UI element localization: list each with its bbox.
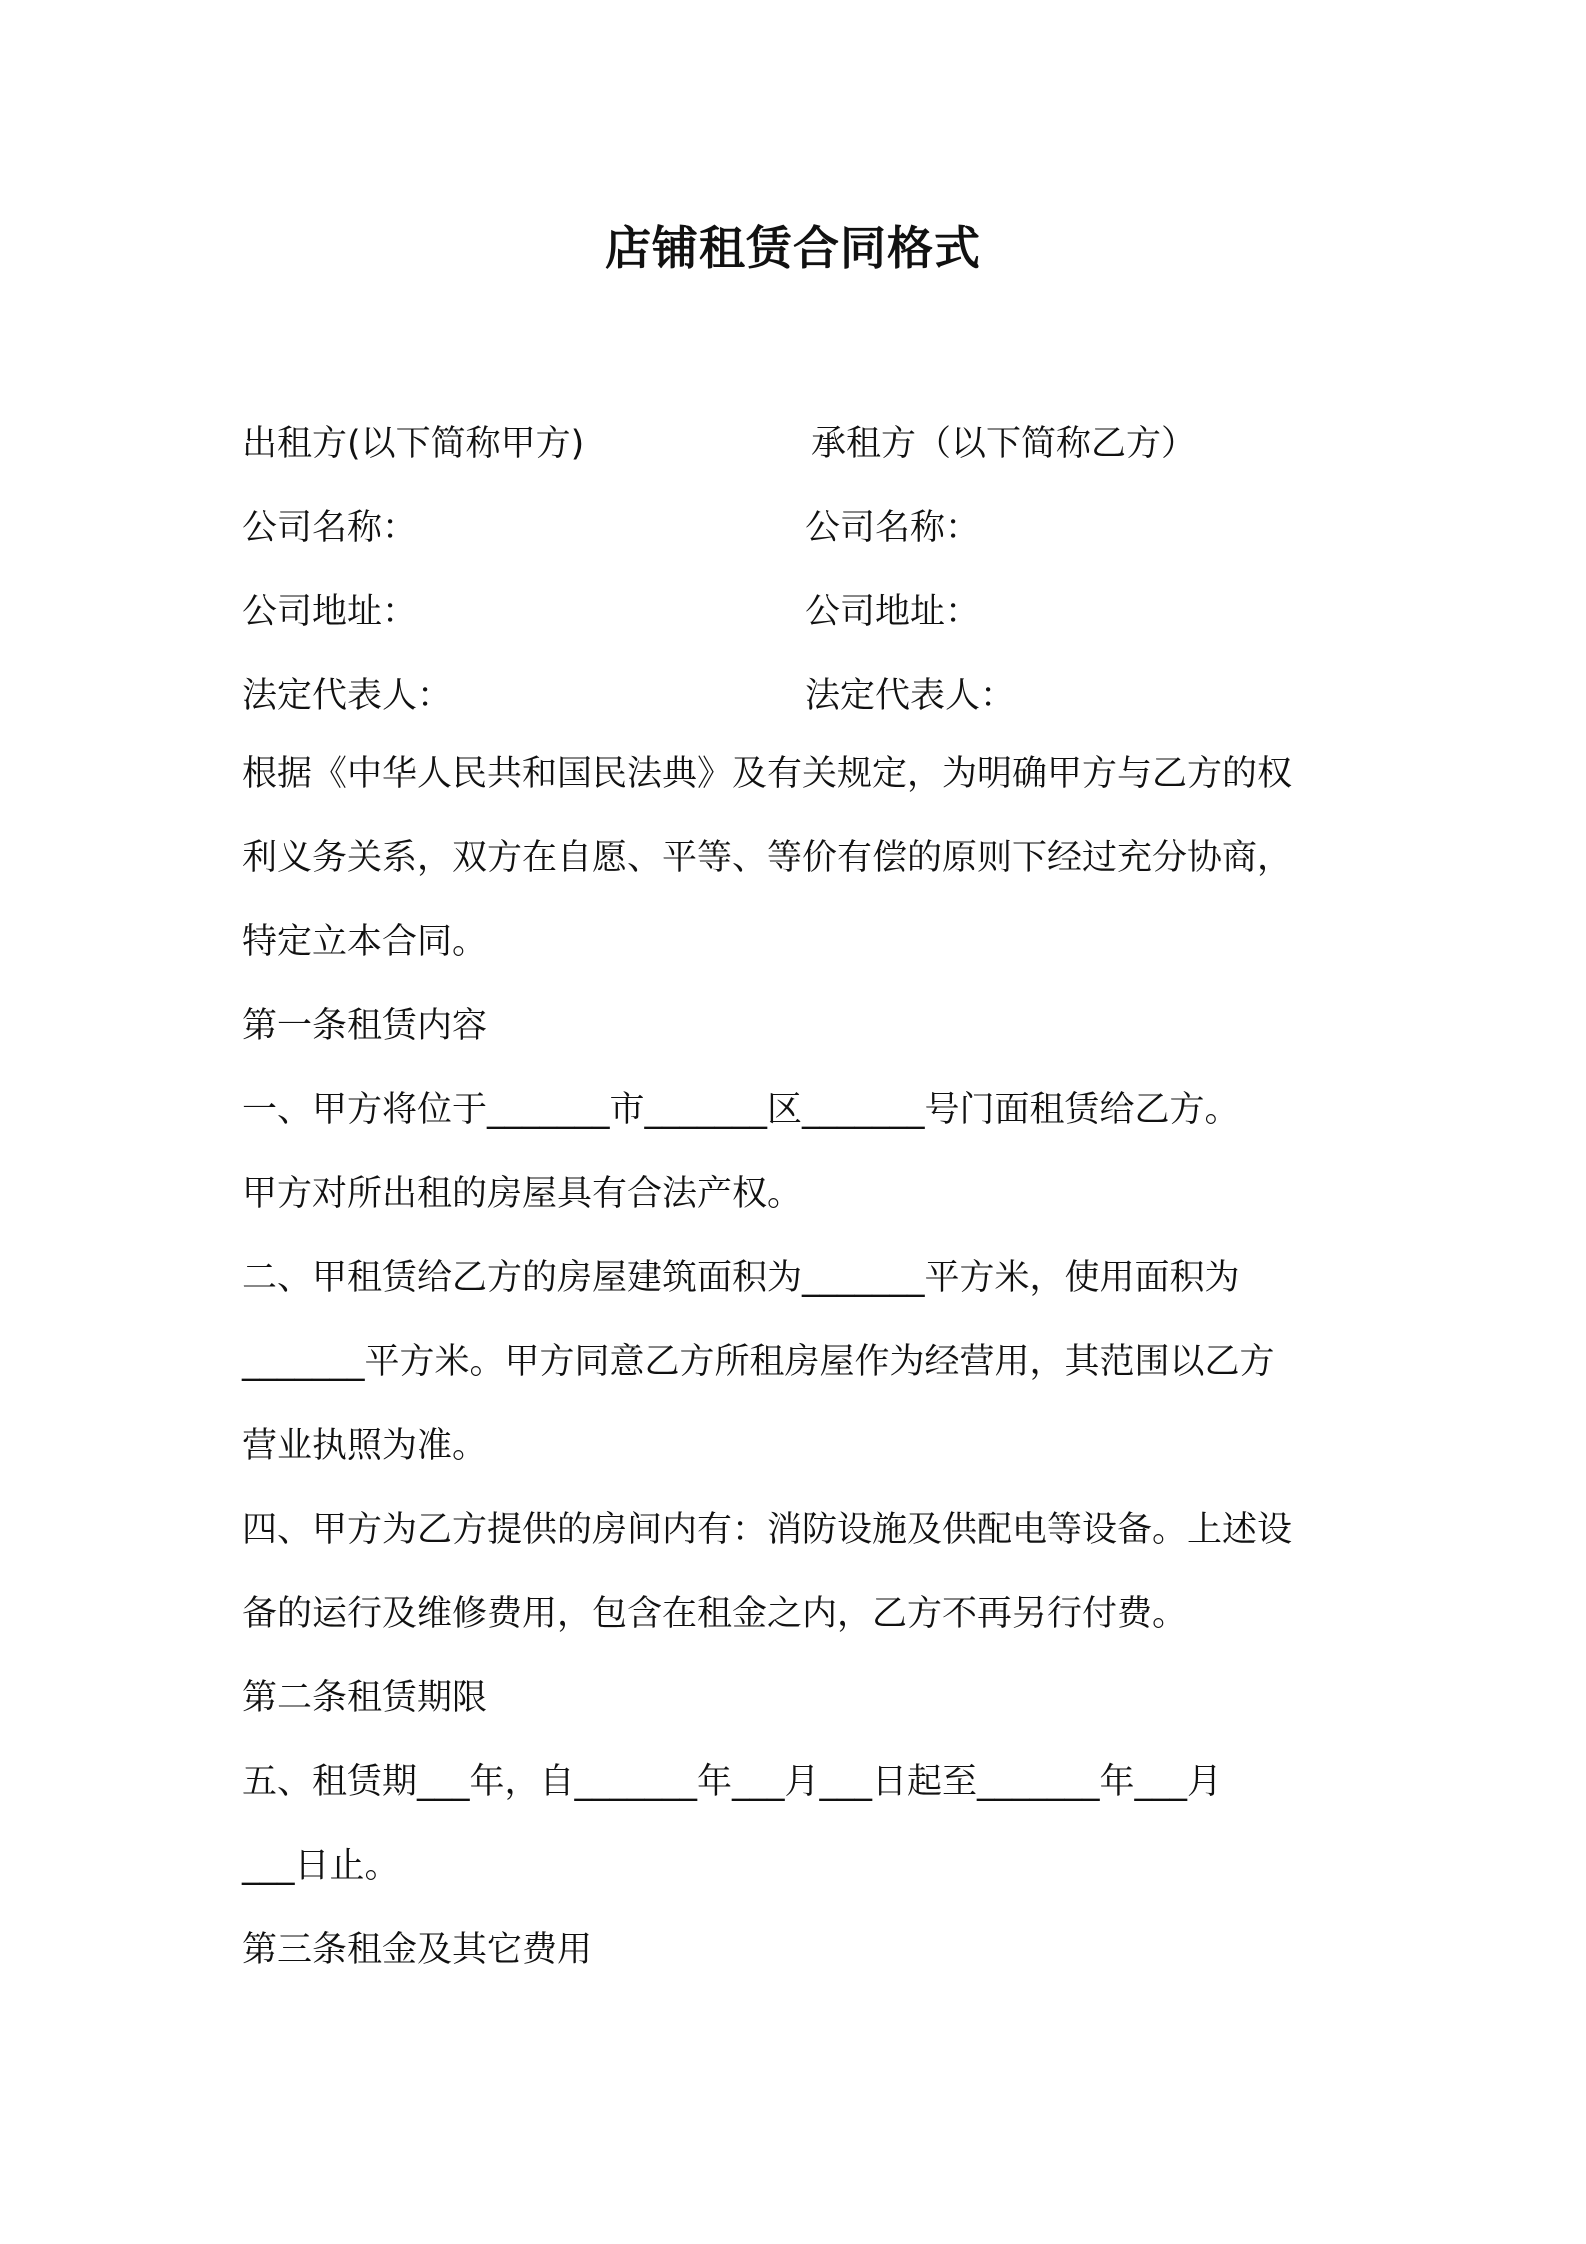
text-line: 甲方对所出租的房屋具有合法产权。 [242, 1174, 803, 1214]
section-heading: 第一条租赁内容 [242, 1006, 488, 1046]
party-info-table [242, 402, 1362, 738]
text-line: 营业执照为准。 [242, 1426, 488, 1466]
lessee-company-name-label: 公司名称： [805, 508, 981, 548]
lessor-header: 出租方(以下简称甲方) [242, 424, 585, 464]
text-line: 根据《中华人民共和国民法典》及有关规定，为明确甲方与乙方的权 [242, 754, 1293, 794]
contract-body [242, 732, 1362, 1992]
party-header-row [242, 402, 1362, 486]
legal-representative-row [242, 654, 1362, 738]
text-line: _______平方米。甲方同意乙方所租房屋作为经营用，其范围以乙方 [242, 1342, 1275, 1382]
text-line: 特定立本合同。 [242, 922, 488, 962]
company-name-row [242, 486, 1362, 570]
text-line: ___日止。 [242, 1846, 400, 1886]
text-line: 利义务关系，双方在自愿、平等、等价有偿的原则下经过充分协商， [242, 838, 1293, 878]
text-line: 备的运行及维修费用，包含在租金之内，乙方不再另行付费。 [242, 1594, 1188, 1634]
lessee-legal-representative-label: 法定代表人： [805, 676, 1016, 716]
section-heading: 第三条租金及其它费用 [242, 1930, 593, 1970]
document-title: 店铺租赁合同格式 [605, 221, 981, 275]
lessor-company-name-label: 公司名称： [242, 508, 418, 548]
lessor-legal-representative-label: 法定代表人： [242, 676, 453, 716]
lessor-company-address-label: 公司地址： [242, 592, 418, 632]
section-heading: 第二条租赁期限 [242, 1678, 488, 1718]
text-line: 二、甲租赁给乙方的房屋建筑面积为_______平方米，使用面积为 [242, 1258, 1240, 1298]
text-line: 一、甲方将位于_______市_______区_______号门面租赁给乙方。 [242, 1090, 1240, 1130]
lessee-header: 承租方（以下简称乙方） [811, 424, 1197, 464]
text-line: 五、租赁期___年，自_______年___月___日起至_______年___月 [242, 1762, 1223, 1802]
lessee-company-address-label: 公司地址： [805, 592, 981, 632]
text-line: 四、甲方为乙方提供的房间内有：消防设施及供配电等设备。上述设 [242, 1510, 1293, 1550]
company-address-row [242, 570, 1362, 654]
